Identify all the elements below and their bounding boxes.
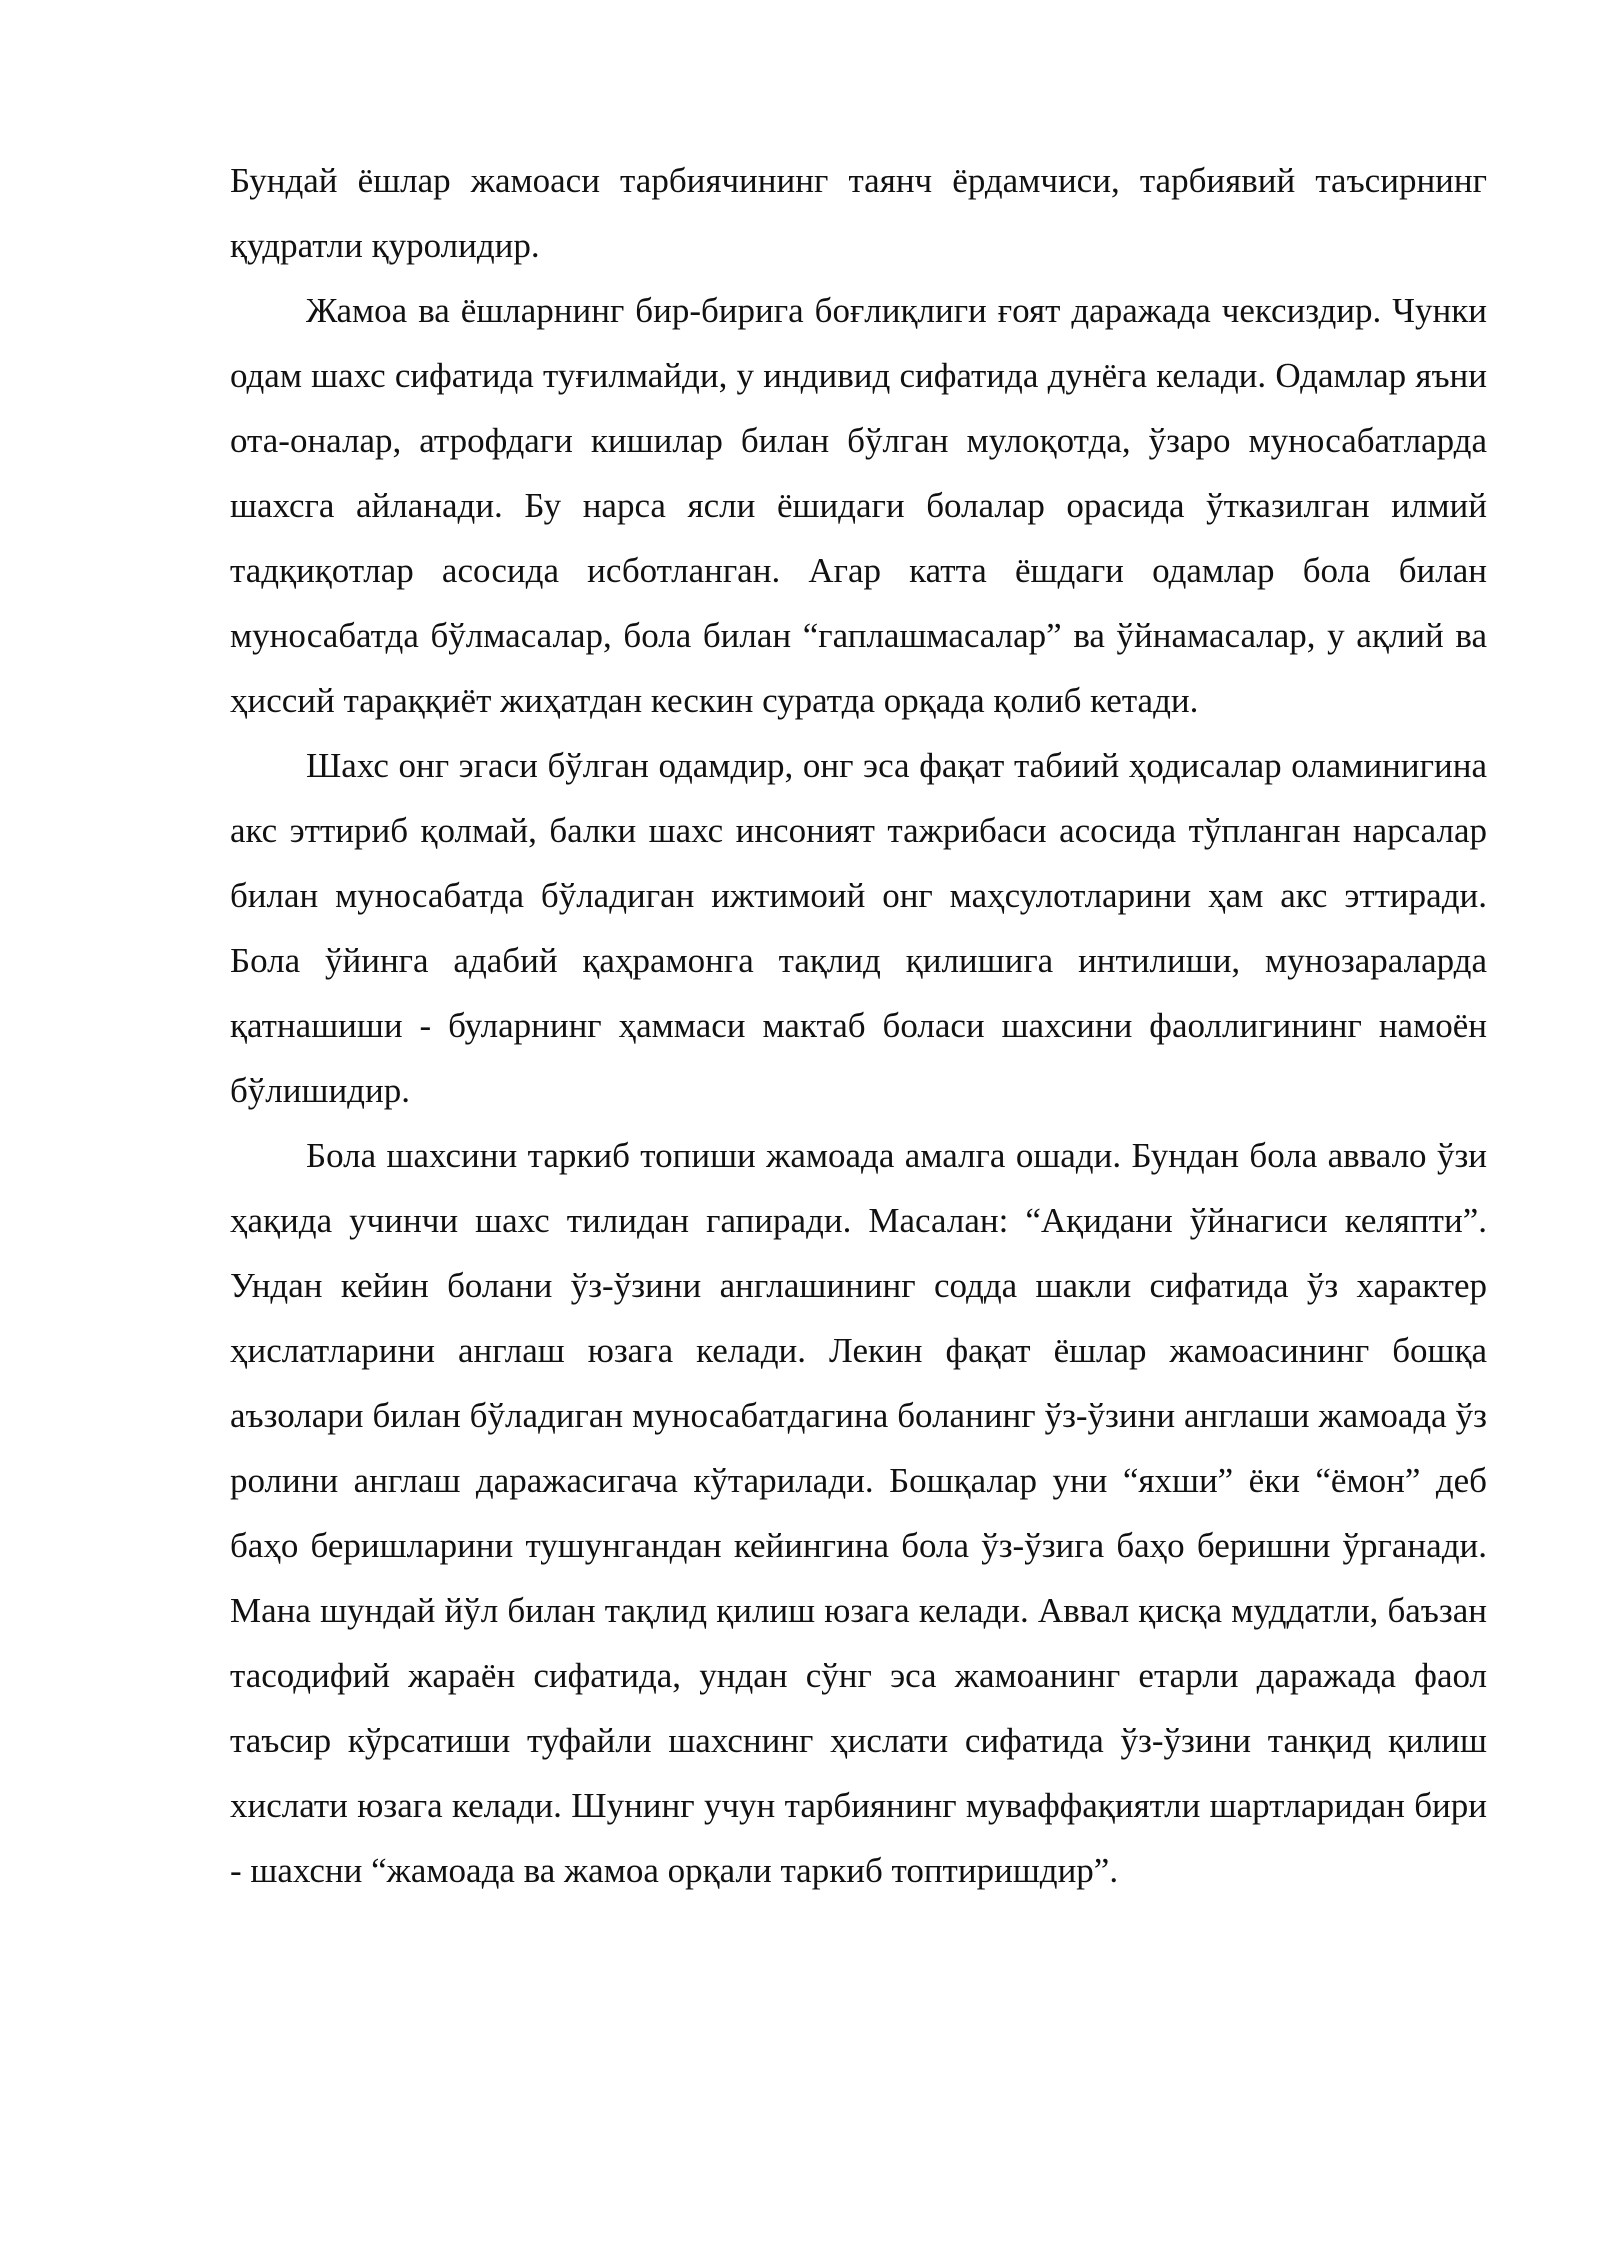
paragraph-4: Бола шахсини таркиб топиши жамоада амалга ошади. Бундан бола аввало ўзи ҳақида учинчи шахс тилидан гапиради. Масалан: “Ақидани ўйнагиси келяпти”. Ундан кейин болани ўз-ўзини англашининг содда шакли сифатида ўз характер ҳислатларини англаш юзага келади. Лекин фақат ёшлар жамоасининг бошқа аъзолари билан бўладиган муносабатдагина боланинг ўз-ўзини англаши жамоада ўз ролини англаш даражасигача кўтарилади. Бошқалар уни “яхши” ёки “ёмон” деб баҳо беришларини тушунгандан кейингина бола ўз-ўзига баҳо беришни ўрганади. Мана шундай йўл билан тақлид қилиш юзага келади. Аввал қисқа муддатли, баъзан тасодифий жараён сифатида, ундан сўнг эса жамоанинг етарли даражада фаол таъсир кўрсатиши туфайли шахснинг ҳислати сифатида ўз-ўзини танқид қилиш хислати юзага келади. Шунинг учун тарбиянинг муваффақиятли шартларидан бири - шахсни “жамоада ва жамоа орқали таркиб топтиришдир”. (230, 1136, 1487, 1890)
paragraph-2: Жамоа ва ёшларнинг бир-бирига боғлиқлиги ғоят даражада чексиздир. Чунки одам шахс сифатида туғилмайди, у индивид сифатида дунёга келади. Одамлар яъни ота-оналар, атрофдаги кишилар билан бўлган мулоқотда, ўзаро муносабатларда шахсга айланади. Бу нарса ясли ёшидаги болалар орасида ўтказилган илмий тадқиқотлар асосида исботланган. Агар катта ёшдаги одамлар бола билан муносабатда бўлмасалар, бола билан “гаплашмасалар” ва ўйнамасалар, у ақлий ва ҳиссий тараққиёт жиҳатдан кескин суратда орқада қолиб кетади. (230, 291, 1487, 720)
document-body (230, 148, 1487, 1903)
paragraph-1: Бундай ёшлар жамоаси тарбиячининг таянч ёрдамчиси, тарбиявий таъсирнинг қудратли қуролидир. (230, 161, 1487, 265)
paragraph-3: Шахс онг эгаси бўлган одамдир, онг эса фақат табиий ҳодисалар оламинигина акс эттириб қолмай, балки шахс инсоният тажрибаси асосида тўпланган нарсалар билан муносабатда бўладиган ижтимоий онг маҳсулотларини ҳам акс эттиради. Бола ўйинга адабий қаҳрамонга тақлид қилишига интилиши, мунозараларда қатнашиши - буларнинг ҳаммаси мактаб боласи шахсини фаоллигининг намоён бўлишидир. (230, 746, 1487, 1110)
